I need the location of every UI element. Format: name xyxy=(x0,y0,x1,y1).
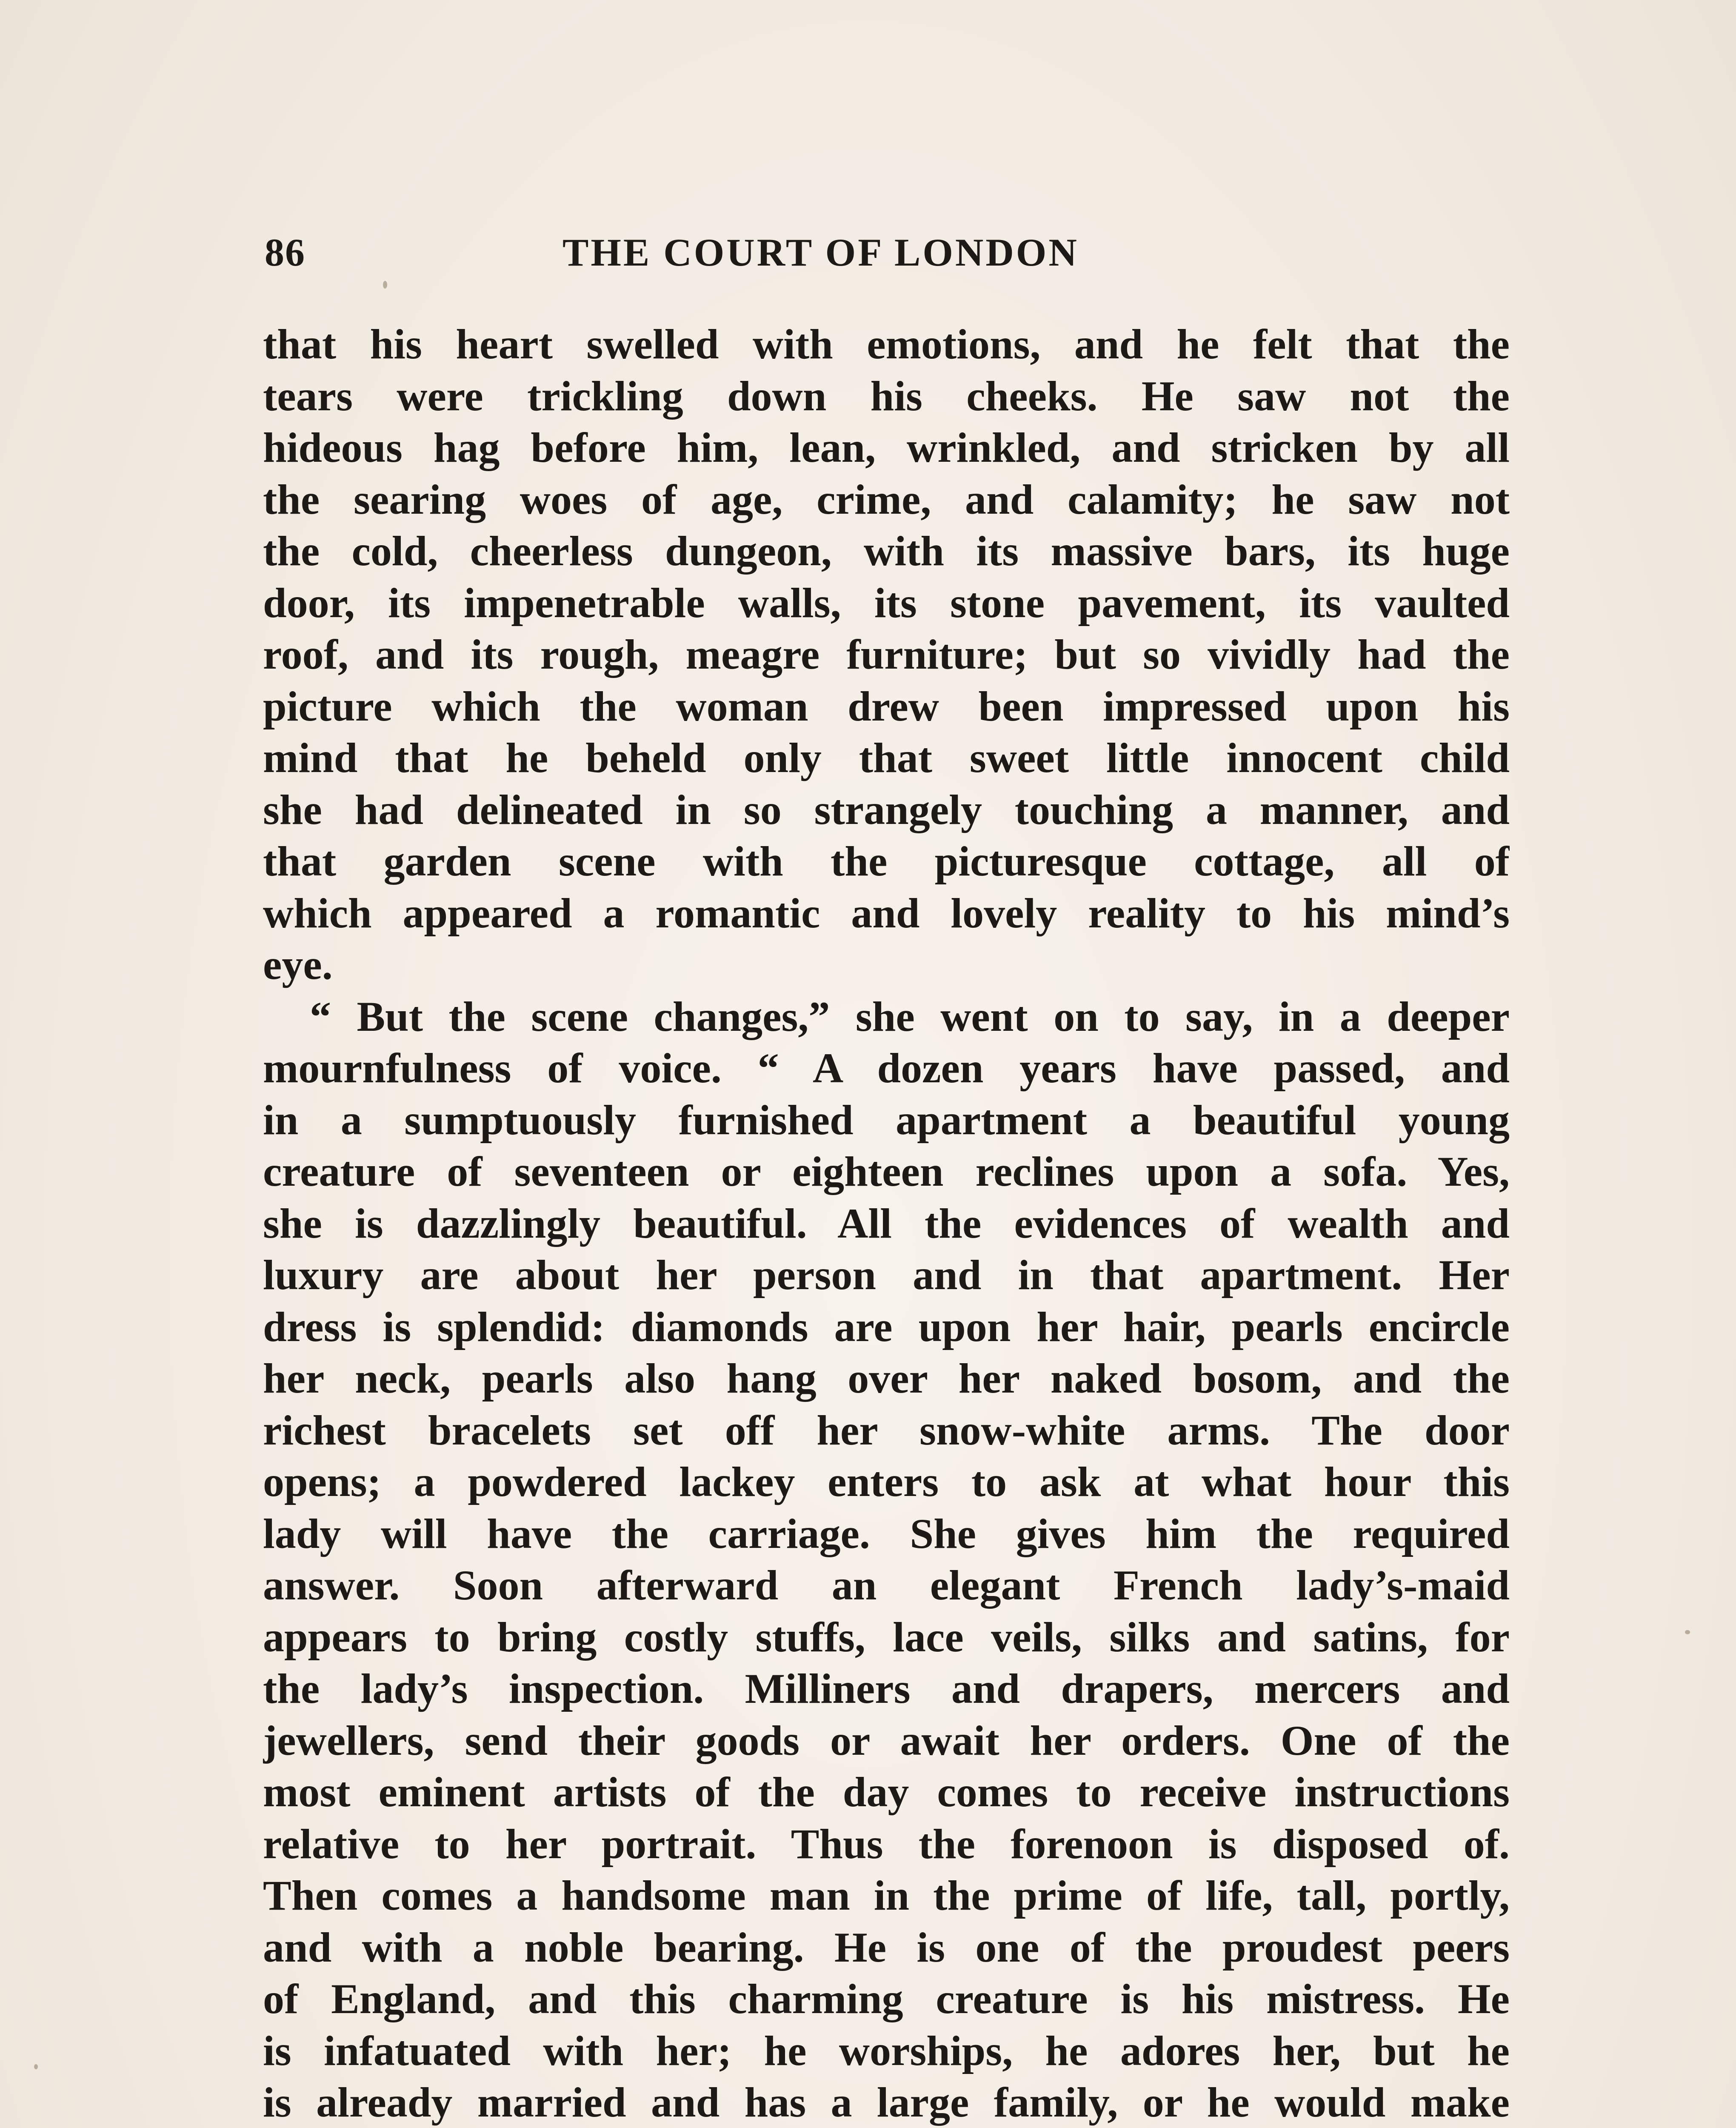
text-line: door, its impenetrable walls, its stone pavement, its vaulted xyxy=(263,579,1510,626)
text-line: mind that he beheld only that sweet little innocent child xyxy=(263,734,1510,781)
text-line: that garden scene with the picturesque cottage, all of xyxy=(263,838,1510,885)
page-header xyxy=(265,221,1516,289)
text-line: relative to her portrait. Thus the forenoon is disposed of. xyxy=(263,1820,1510,1868)
running-title: THE COURT OF LONDON xyxy=(562,231,1079,274)
text-line: most eminent artists of the day comes to receive instructions xyxy=(263,1768,1510,1816)
text-line: hideous hag before him, lean, wrinkled, and stricken by all xyxy=(263,424,1510,471)
text-line: she had delineated in so strangely touching a manner, and xyxy=(263,786,1510,833)
text-line: she is dazzlingly beautiful. All the evidences of wealth and xyxy=(263,1199,1510,1247)
paragraph-1 xyxy=(263,318,1510,991)
text-line: tears were trickling down his cheeks. He saw not the xyxy=(263,372,1510,420)
text-line: of England, and this charming creature is his mistress. He xyxy=(263,1975,1510,2022)
body-text xyxy=(263,318,1510,2128)
text-line: which appeared a romantic and lovely reality to his mind’s xyxy=(263,889,1510,937)
text-line: jewellers, send their goods or await her orders. One of the xyxy=(263,1716,1510,1764)
paragraph-2 xyxy=(263,991,1510,2128)
paper-speck xyxy=(383,281,387,289)
text-line: that his heart swelled with emotions, and he felt that the xyxy=(263,320,1510,368)
text-line: is infatuated with her; he worships, he adores her, but he xyxy=(263,2027,1510,2074)
text-line: opens; a powdered lackey enters to ask at what hour this xyxy=(263,1458,1510,1505)
text-line: luxury are about her person and in that apartment. Her xyxy=(263,1251,1510,1299)
text-line: creature of seventeen or eighteen reclines upon a sofa. Yes, xyxy=(263,1148,1510,1195)
text-line: “ But the scene changes,” she went on to say, in a deeper xyxy=(310,992,1510,1040)
text-line: Then comes a handsome man in the prime of life, tall, portly, xyxy=(263,1872,1510,1919)
text-line: lady will have the carriage. She gives him the required xyxy=(263,1510,1510,1557)
text-line: roof, and its rough, meagre furniture; but so vividly had the xyxy=(263,631,1510,678)
text-line: and with a noble bearing. He is one of the proudest peers xyxy=(263,1923,1510,1971)
text-line: is already married and has a large family, or he would make xyxy=(263,2079,1510,2126)
text-line: the cold, cheerless dungeon, with its massive bars, its huge xyxy=(263,527,1510,575)
text-line: eye. xyxy=(263,941,333,988)
text-line: answer. Soon afterward an elegant French lady’s-maid xyxy=(263,1562,1510,1609)
paper-speck xyxy=(34,2064,38,2069)
page-number: 86 xyxy=(265,231,306,274)
text-line: her neck, pearls also hang over her naked bosom, and the xyxy=(263,1355,1510,1402)
text-line: the searing woes of age, crime, and calamity; he saw not xyxy=(263,475,1510,523)
paper-speck xyxy=(1685,1630,1690,1634)
text-line: picture which the woman drew been impressed upon his xyxy=(263,682,1510,730)
text-line: in a sumptuously furnished apartment a beautiful young xyxy=(263,1096,1510,1144)
text-line: richest bracelets set off her snow-white arms. The door xyxy=(263,1406,1510,1454)
text-line: appears to bring costly stuffs, lace veils, silks and satins, for xyxy=(263,1613,1510,1661)
text-line: dress is splendid: diamonds are upon her hair, pearls encircle xyxy=(263,1303,1510,1350)
text-line: the lady’s inspection. Milliners and drapers, mercers and xyxy=(263,1665,1510,1712)
text-line: mournfulness of voice. “ A dozen years have passed, and xyxy=(263,1044,1510,1092)
